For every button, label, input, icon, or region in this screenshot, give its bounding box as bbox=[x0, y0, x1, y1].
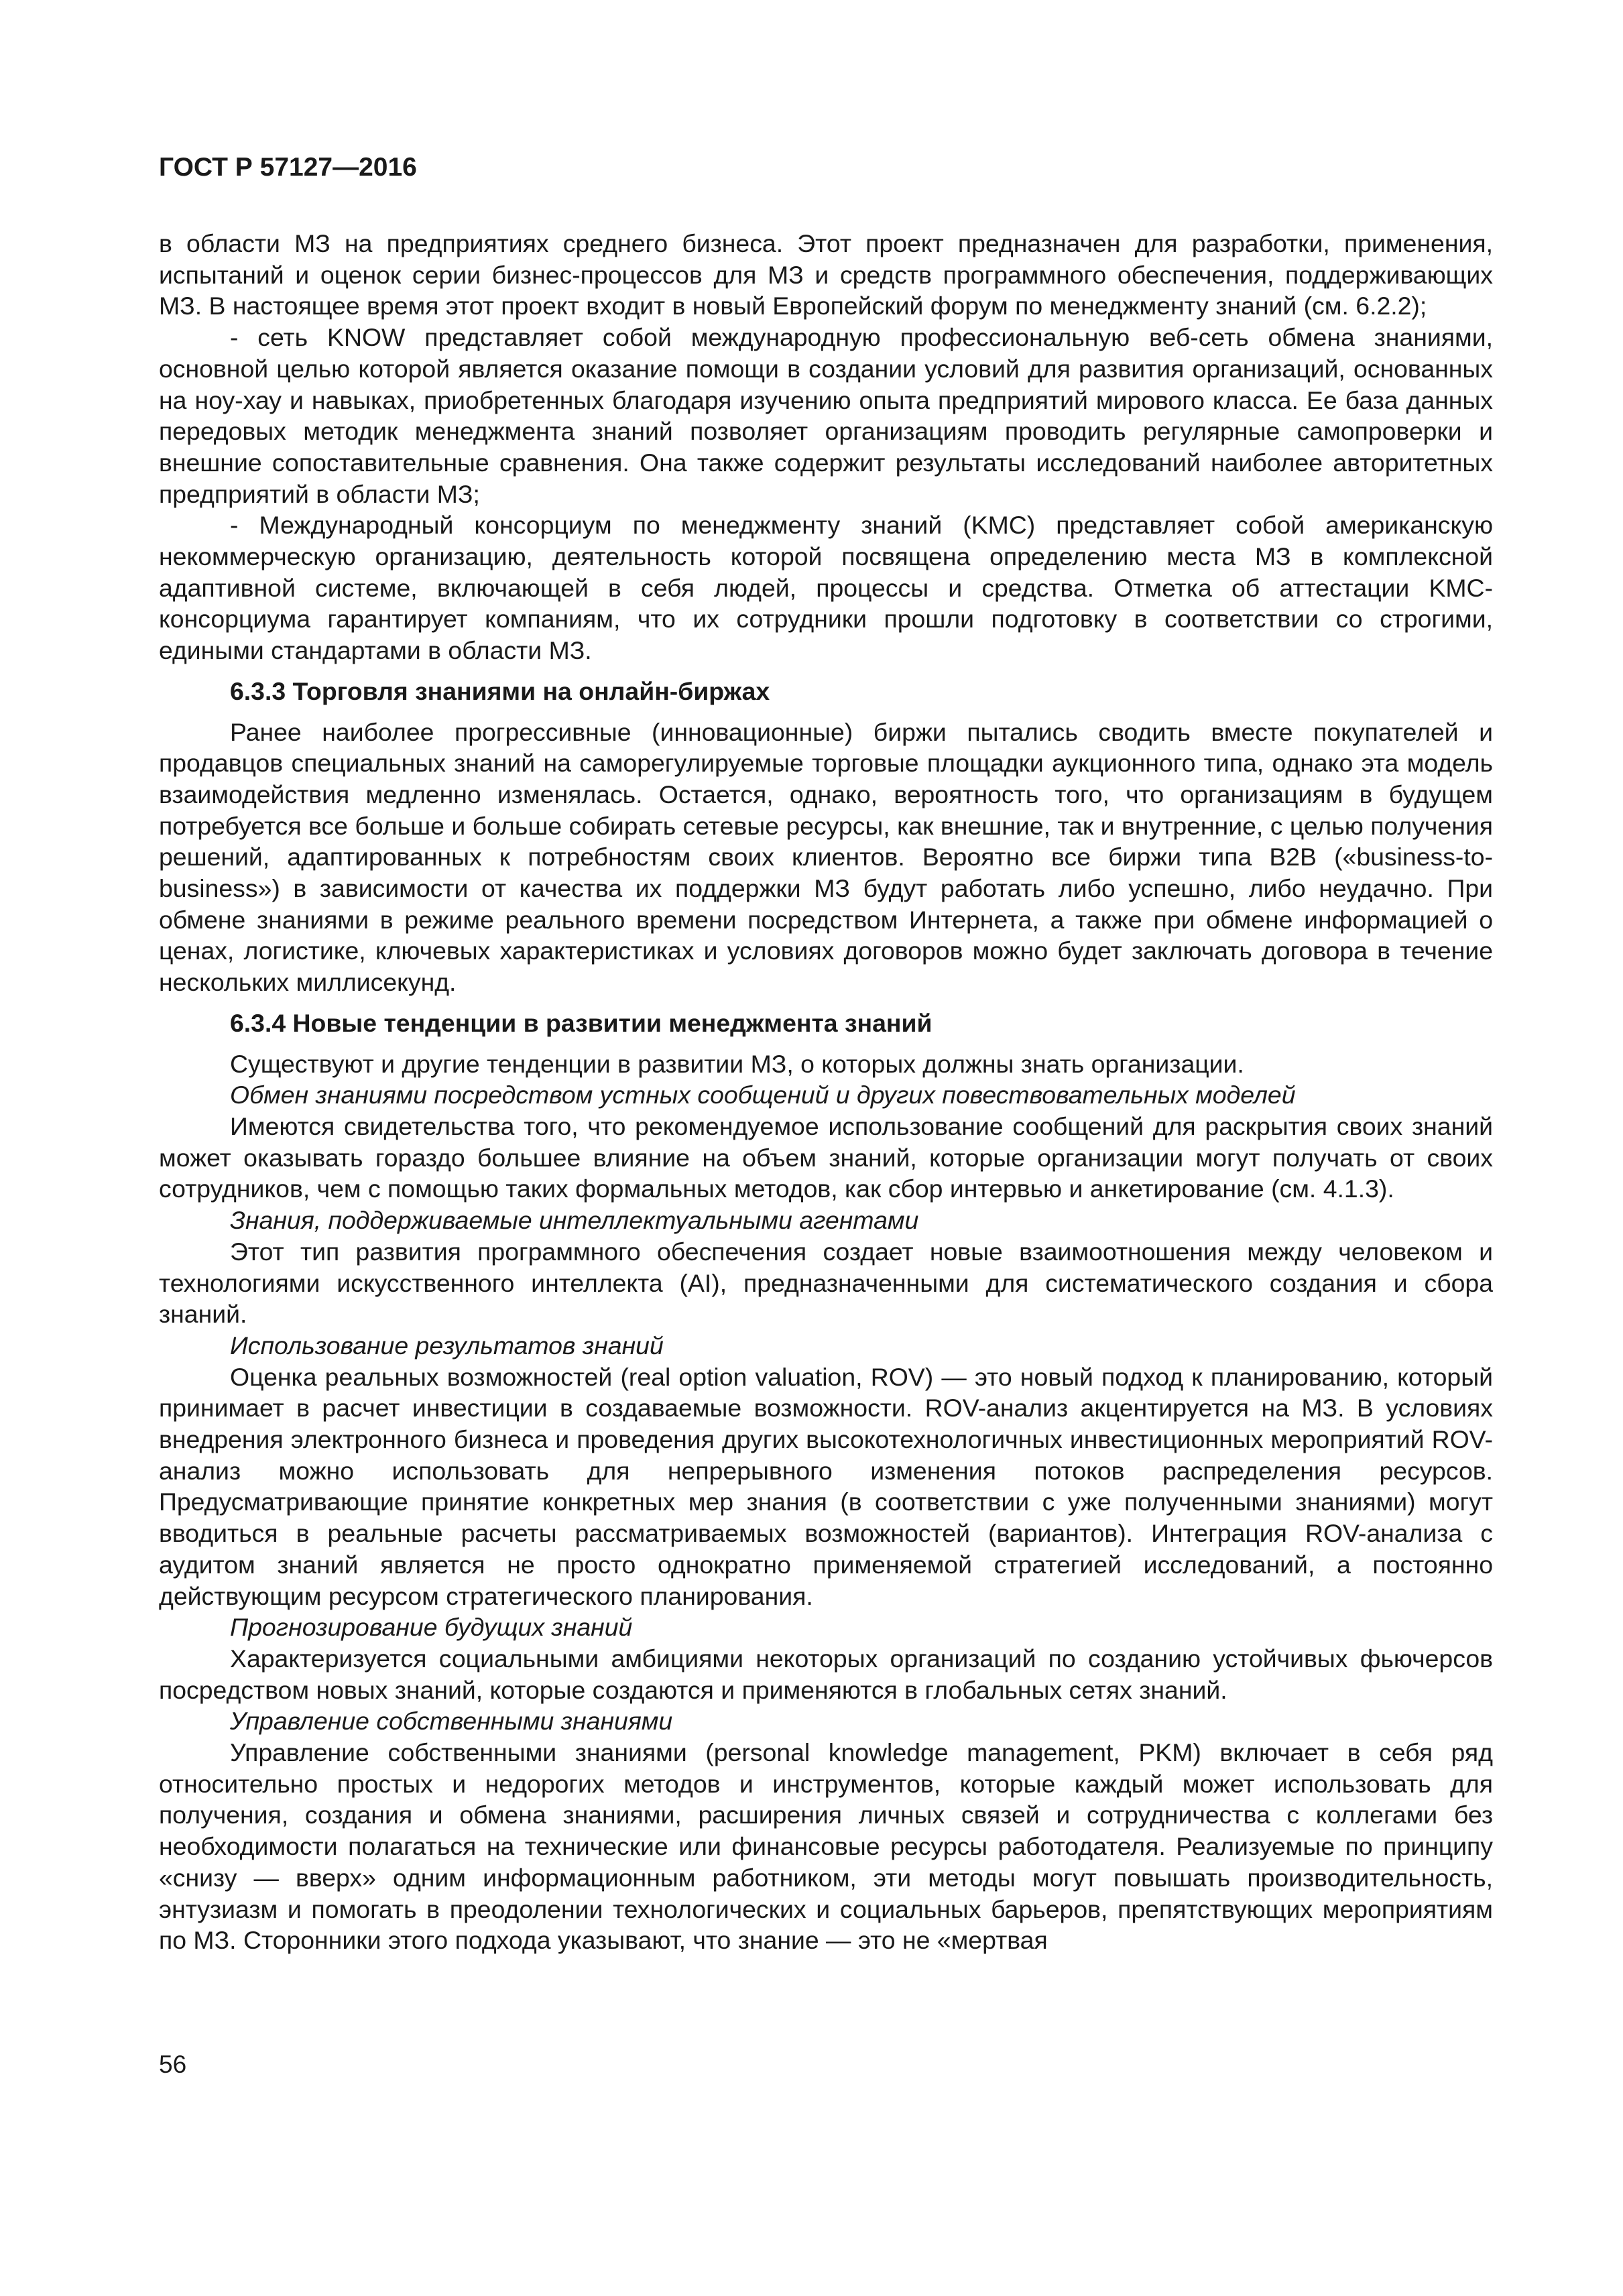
paragraph: Управление собственными знаниями (personal knowledge management, PKM) включает в себя ряд относительно простых и недорогих методов и инструментов, которые каждый может использовать для получения, создания и обмена знаниями, расширения личных связей и сотрудничества с коллегами без необходимости полагаться на технические или финансовые ресурсы работодателя. Реализуемые по принципу «снизу — вверх» одним информационным работником, эти методы могут повышать производительность, энтузиазм и помогать в преодолении технологических и социальных барьеров, препятствующих мероприятиям по МЗ. Сторонники этого подхода указывают, что знание — это не «мертвая bbox=[159, 1738, 1493, 1955]
italic-subheading: Знания, поддерживаемые интеллектуальными агентами bbox=[230, 1206, 919, 1235]
italic-subheading: Управление собственными знаниями bbox=[230, 1707, 673, 1736]
document-header: ГОСТ Р 57127—2016 bbox=[159, 153, 417, 182]
section-heading: 6.3.3 Торговля знаниями на онлайн-биржах bbox=[230, 676, 770, 705]
document-page bbox=[159, 152, 1493, 1956]
paragraph: Оценка реальных возможностей (real option valuation, ROV) — это новый подход к планированию, который принимает в расчет инвестиции в создаваемые возможности. ROV-анализ акцентируется на МЗ. В условиях внедрения электронного бизнеса и проведения других высокотехнологичных инвестиционных мероприятий ROV-анализ можно использовать для непрерывного изменения потоков распределения ресурсов. Предусматривающие принятие конкретных мер знания (в соответствии с уже полученными знаниями) могут вводиться в реальные расчеты рассматриваемых возможностей (вариантов). Интеграция ROV-анализа с аудитом знаний является не просто однократно применяемой стратегией исследований, а постоянно действующим ресурсом стратегического планирования. bbox=[159, 1362, 1493, 1610]
page-number: 56 bbox=[159, 2051, 187, 2078]
italic-subheading: Обмен знаниями посредством устных сообщений и других повествовательных моделей bbox=[230, 1081, 1296, 1109]
paragraph: - сеть KNOW представляет собой международную профессиональную веб-сеть обмена знаниями, основной целью которой является оказание помощи в создании условий для развития организаций, основанных на ноу-хау и навыках, приобретенных благодаря изучению опыта предприятий мирового класса. Ее база данных передовых методик менеджмента знаний позволяет организациям проводить регулярные самопроверки и внешние сопоставительные сравнения. Она также содержит результаты исследований наиболее авторитетных предприятий в области МЗ; bbox=[159, 323, 1493, 508]
paragraph: Характеризуется социальными амбициями некоторых организаций по созданию устойчивых фьючерсов посредством новых знаний, которые создаются и применяются в глобальных сетях знаний. bbox=[159, 1644, 1493, 1704]
italic-subheading: Прогнозирование будущих знаний bbox=[230, 1613, 633, 1642]
document-body bbox=[159, 228, 1493, 1956]
paragraph: Существуют и другие тенденции в развитии МЗ, о которых должны знать организации. bbox=[230, 1049, 1244, 1078]
paragraph: - Международный консорциум по менеджменту знаний (KMC) представляет собой американскую некоммерческую организацию, деятельность которой посвящена определению места МЗ в комплексной адаптивной системе, включающей в себя людей, процессы и средства. Отметка об аттестации KMC-консорциума гарантирует компаниям, что их сотрудники прошли подготовку в соответствии со строгими, едиными стандартами в области МЗ. bbox=[159, 511, 1493, 665]
paragraph: Ранее наиболее прогрессивные (инновационные) биржи пытались сводить вместе покупателей и продавцов специальных знаний на саморегулируемые торговые площадки аукционного типа, однако эта модель взаимодействия медленно изменялась. Остается, однако, вероятность того, что организациям в будущем потребуется все больше и больше собирать сетевые ресурсы, как внешние, так и внутренние, с целью получения решений, адаптированных к потребностям своих клиентов. Вероятно все биржи типа B2B («business-to-business») в зависимости от качества их поддержки МЗ будут работать либо успешно, либо неудачно. При обмене знаниями в режиме реального времени посредством Интернета, а также при обмене информацией о ценах, логистике, ключевых характеристиках и условиях договоров можно будет заключать договора в течение нескольких миллисекунд. bbox=[159, 717, 1493, 997]
section-heading: 6.3.4 Новые тенденции в развитии менеджмента знаний bbox=[230, 1008, 933, 1037]
paragraph-continuation: в области МЗ на предприятиях среднего бизнеса. Этот проект предназначен для разработки, применения, испытаний и оценок серии бизнес-процессов для МЗ и средств программного обеспечения, поддерживающих МЗ. В настоящее время этот проект входит в новый Европейский форум по менеджменту знаний (см. 6.2.2); bbox=[159, 229, 1493, 320]
paragraph: Имеются свидетельства того, что рекомендуемое использование сообщений для раскрытия своих знаний может оказывать гораздо большее влияние на объем знаний, которые организации могут получать от своих сотрудников, чем с помощью таких формальных методов, как сбор интервью и анкетирование (см. 4.1.3). bbox=[159, 1111, 1493, 1203]
italic-subheading: Использование результатов знаний bbox=[230, 1331, 664, 1360]
paragraph: Этот тип развития программного обеспечения создает новые взаимоотношения между человеком и технологиями искусственного интеллекта (AI), предназначенными для систематического создания и сбора знаний. bbox=[159, 1237, 1493, 1329]
